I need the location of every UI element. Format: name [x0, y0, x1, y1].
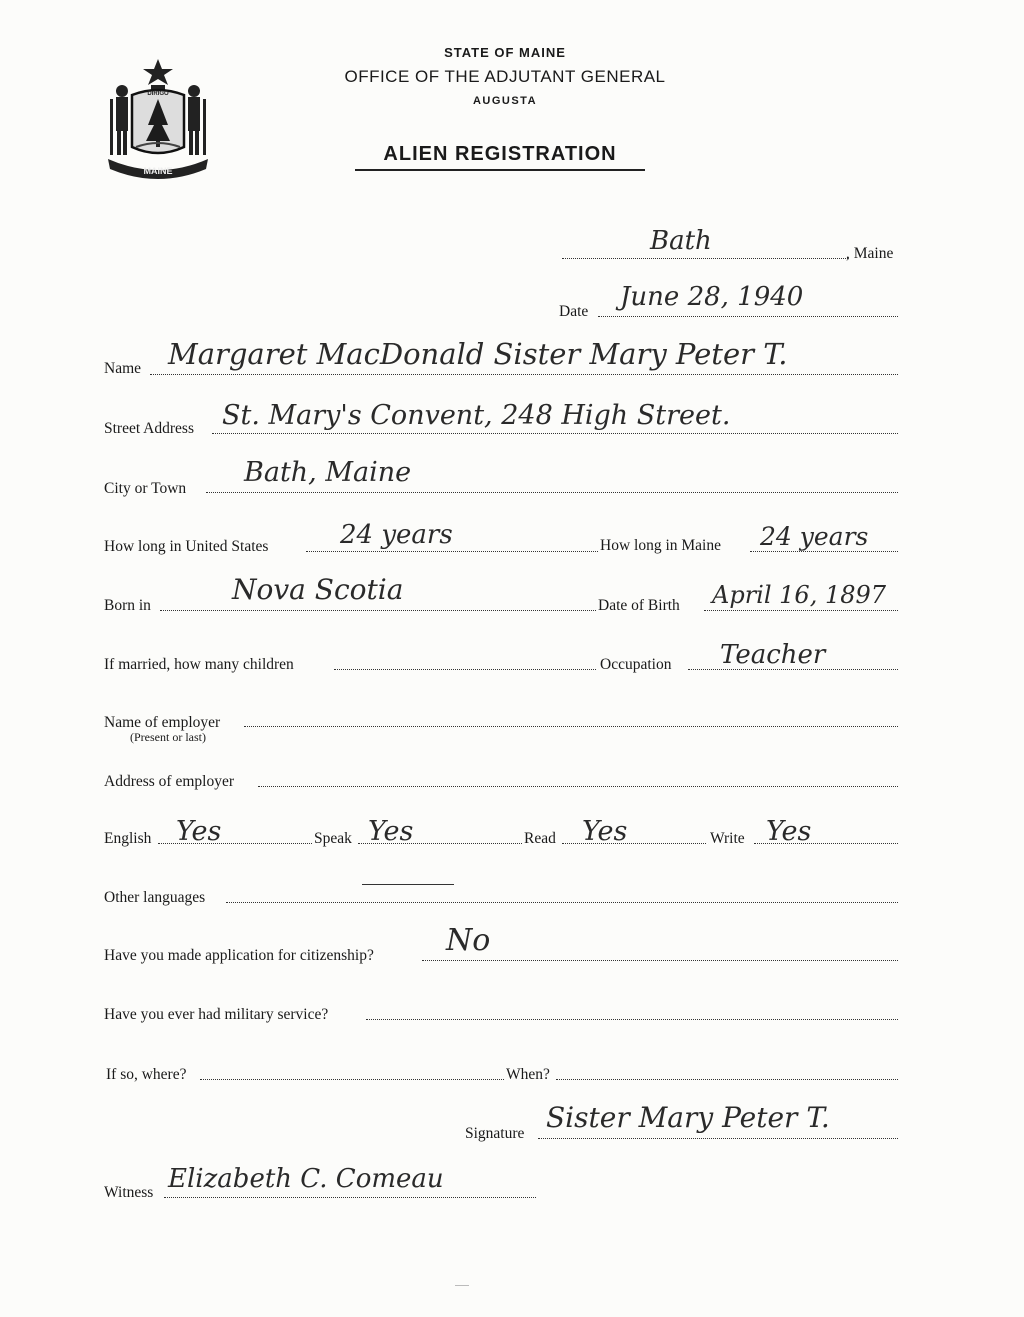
read-value: Yes — [582, 816, 628, 847]
employer-address-label: Address of employer — [104, 773, 234, 790]
speak-value: Yes — [368, 816, 414, 847]
employer-line — [244, 726, 898, 727]
city-town-label: City or Town — [104, 480, 187, 497]
dob-value: April 16, 1897 — [712, 581, 887, 609]
speak-underline — [362, 884, 454, 885]
maine-time-label: How long in Maine — [600, 537, 721, 554]
dob-label: Date of Birth — [598, 597, 680, 614]
witness-line — [164, 1197, 536, 1198]
write-value: Yes — [766, 816, 812, 847]
write-label: Write — [710, 830, 745, 847]
date-line — [598, 316, 898, 317]
maine-time-line — [750, 551, 898, 552]
witness-value: Elizabeth C. Comeau — [168, 1164, 444, 1194]
witness-label: Witness — [104, 1184, 154, 1201]
city-heading: AUGUSTA — [472, 95, 538, 107]
when-label: When? — [506, 1066, 550, 1083]
us-time-value: 24 years — [340, 520, 453, 550]
speak-label: Speak — [314, 830, 352, 847]
military-line — [366, 1019, 898, 1020]
employer-label: Name of employer — [104, 714, 221, 731]
place-suffix-label: , Maine — [846, 245, 894, 262]
english-label: English — [104, 830, 152, 847]
citizenship-line — [422, 960, 898, 961]
place-line — [562, 258, 848, 259]
citizenship-value: No — [446, 923, 491, 958]
where-label: If so, where? — [106, 1066, 187, 1083]
read-label: Read — [524, 830, 556, 847]
date-value: June 28, 1940 — [620, 282, 804, 312]
us-time-label: How long in United States — [104, 538, 269, 555]
place-value: Bath — [650, 226, 712, 256]
name-label: Name — [104, 360, 142, 377]
employer-sublabel: (Present or last) — [130, 730, 206, 744]
occupation-label: Occupation — [600, 656, 672, 673]
signature-value: Sister Mary Peter T. — [546, 1101, 830, 1134]
signature-line — [538, 1138, 898, 1139]
maine-state-seal — [102, 55, 214, 183]
other-languages-line — [226, 902, 898, 903]
street-address-label: Street Address — [104, 420, 194, 437]
children-label: If married, how many children — [104, 656, 294, 673]
where-line — [200, 1079, 504, 1080]
city-town-value: Bath, Maine — [244, 457, 412, 488]
english-value: Yes — [176, 816, 222, 847]
form-title: ALIEN REGISTRATION — [355, 143, 645, 171]
citizenship-label: Have you made application for citizenship? — [104, 947, 374, 964]
paper-mark — [455, 1280, 469, 1286]
born-in-value: Nova Scotia — [232, 573, 404, 606]
maine-time-value: 24 years — [760, 522, 869, 551]
military-label: Have you ever had military service? — [104, 1006, 329, 1023]
other-languages-label: Other languages — [104, 889, 206, 906]
born-in-line — [160, 610, 596, 611]
born-in-label: Born in — [104, 597, 151, 614]
dob-line — [704, 610, 898, 611]
children-line — [334, 669, 596, 670]
employer-address-line — [258, 786, 898, 787]
state-heading: STATE OF MAINE — [444, 45, 566, 60]
office-heading: OFFICE OF THE ADJUTANT GENERAL — [344, 67, 666, 86]
street-address-value: St. Mary's Convent, 248 High Street. — [222, 400, 731, 431]
date-label: Date — [559, 303, 589, 320]
street-address-line — [212, 433, 898, 434]
us-time-line — [306, 551, 598, 552]
svg-text:DIRIGO: DIRIGO — [147, 91, 169, 97]
occupation-value: Teacher — [720, 640, 826, 670]
svg-text:MAINE: MAINE — [143, 166, 173, 176]
signature-label: Signature — [465, 1125, 525, 1142]
when-line — [556, 1079, 898, 1080]
city-town-line — [206, 492, 898, 493]
name-line — [150, 374, 898, 375]
name-value: Margaret MacDonald Sister Mary Peter T. — [168, 337, 788, 371]
